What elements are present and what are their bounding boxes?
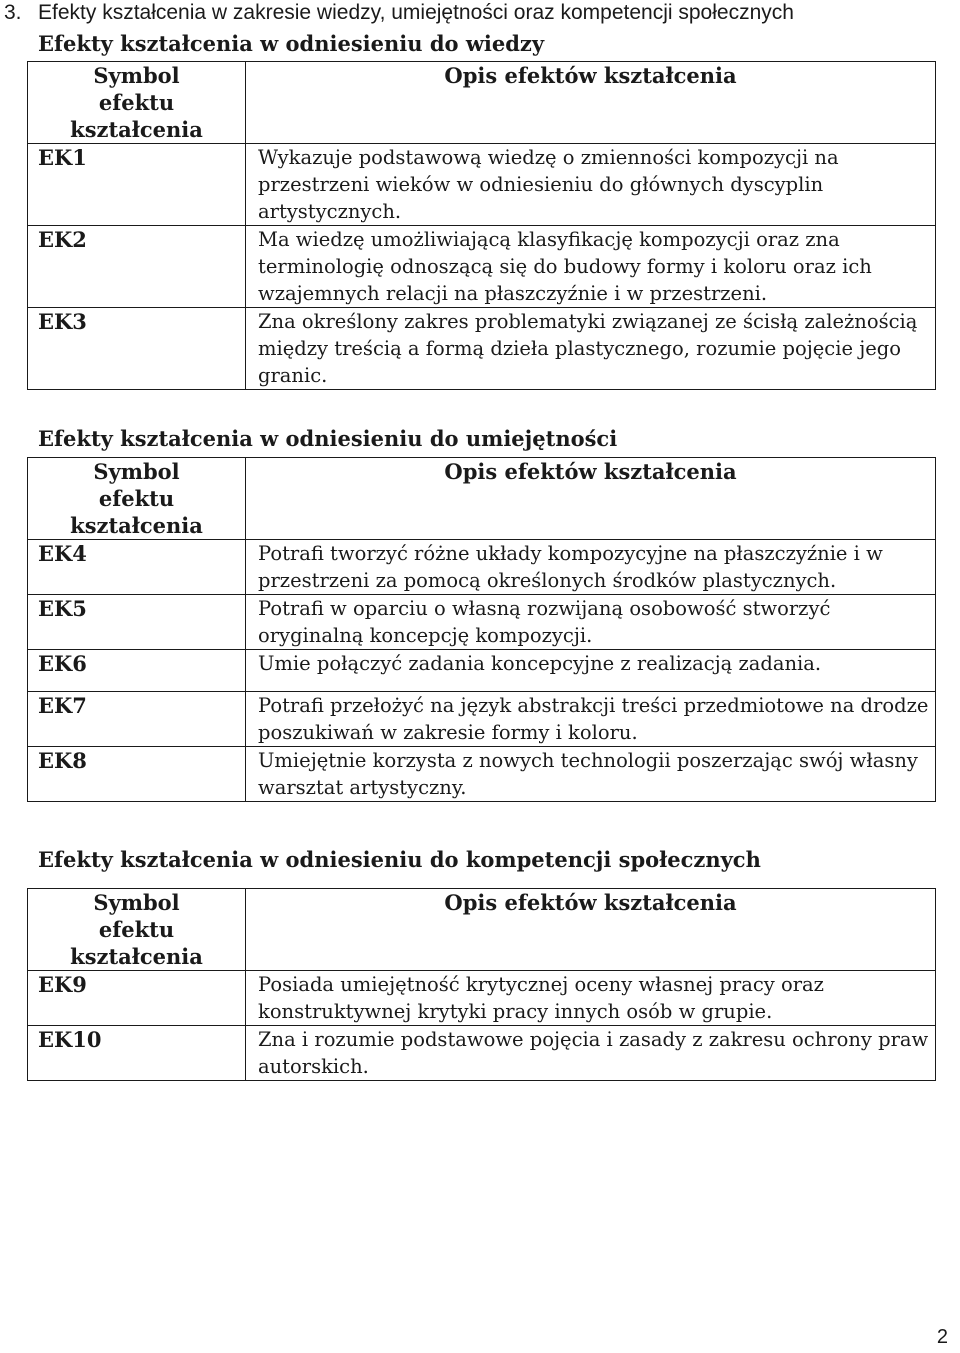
table-row (28, 144, 936, 226)
table-row (28, 747, 936, 802)
row-symbol: EK3 (28, 308, 246, 390)
row-description: Potrafi przełożyć na język abstrakcji treści przedmiotowe na drodze poszukiwań w zakresie formy i koloru. (246, 692, 936, 747)
section-title-social-competences: Efekty kształcenia w odniesieniu do kompetencji społecznych (38, 847, 761, 872)
header-description: Opis efektów kształcenia (246, 458, 936, 540)
row-description: Zna określony zakres problematyki związanej ze ścisłą zależnością między treścią a formą dzieła plastycznego, rozumie pojęcie jego granic. (246, 308, 936, 390)
table-row (28, 226, 936, 308)
table-row (28, 971, 936, 1026)
table-row (28, 650, 936, 692)
table-header-row (28, 62, 936, 144)
social-competences-table (27, 888, 936, 1081)
row-symbol: EK9 (28, 971, 246, 1026)
table-header-row (28, 458, 936, 540)
row-symbol: EK4 (28, 540, 246, 595)
row-symbol: EK5 (28, 595, 246, 650)
table-row (28, 540, 936, 595)
header-symbol: Symbol efektu kształcenia (28, 889, 246, 971)
section-title-knowledge: Efekty kształcenia w odniesieniu do wiedzy (38, 31, 545, 56)
header-symbol: Symbol efektu kształcenia (28, 458, 246, 540)
row-description: Umie połączyć zadania koncepcyjne z realizacją zadania. (246, 650, 936, 692)
skills-outcomes-table (27, 457, 936, 802)
header-symbol: Symbol efektu kształcenia (28, 62, 246, 144)
table-row (28, 595, 936, 650)
section-title-skills: Efekty kształcenia w odniesieniu do umiejętności (38, 426, 618, 451)
table-header-row (28, 889, 936, 971)
row-symbol: EK8 (28, 747, 246, 802)
row-description: Ma wiedzę umożliwiającą klasyfikację kompozycji oraz zna terminologię odnoszącą się do budowy formy i koloru oraz ich wzajemnych relacji na płaszczyźnie i w przestrzeni. (246, 226, 936, 308)
table-row (28, 308, 936, 390)
page-heading (4, 0, 794, 26)
row-description: Zna i rozumie podstawowe pojęcia i zasady z zakresu ochrony praw autorskich. (246, 1026, 936, 1081)
knowledge-outcomes-table (27, 61, 936, 390)
header-description: Opis efektów kształcenia (246, 889, 936, 971)
row-description: Umiejętnie korzysta z nowych technologii poszerzając swój własny warsztat artystyczny. (246, 747, 936, 802)
page-number: 2 (936, 1326, 948, 1348)
table-row (28, 692, 936, 747)
row-symbol: EK1 (28, 144, 246, 226)
table-row (28, 1026, 936, 1081)
row-symbol: EK7 (28, 692, 246, 747)
row-symbol: EK10 (28, 1026, 246, 1081)
row-description: Potrafi w oparciu o własną rozwijaną osobowość stworzyć oryginalną koncepcję kompozycji. (246, 595, 936, 650)
row-description: Wykazuje podstawową wiedzę o zmienności kompozycji na przestrzeni wieków w odniesieniu do głównych dyscyplin artystycznych. (246, 144, 936, 226)
row-symbol: EK6 (28, 650, 246, 692)
row-description: Potrafi tworzyć różne układy kompozycyjne na płaszczyźnie i w przestrzeni za pomocą określonych środków plastycznych. (246, 540, 936, 595)
heading-number: 3. (4, 1, 22, 24)
row-symbol: EK2 (28, 226, 246, 308)
header-description: Opis efektów kształcenia (246, 62, 936, 144)
heading-text: Efekty kształcenia w zakresie wiedzy, umiejętności oraz kompetencji społecznych (38, 1, 794, 24)
row-description: Posiada umiejętność krytycznej oceny własnej pracy oraz konstruktywnej krytyki pracy innych osób w grupie. (246, 971, 936, 1026)
